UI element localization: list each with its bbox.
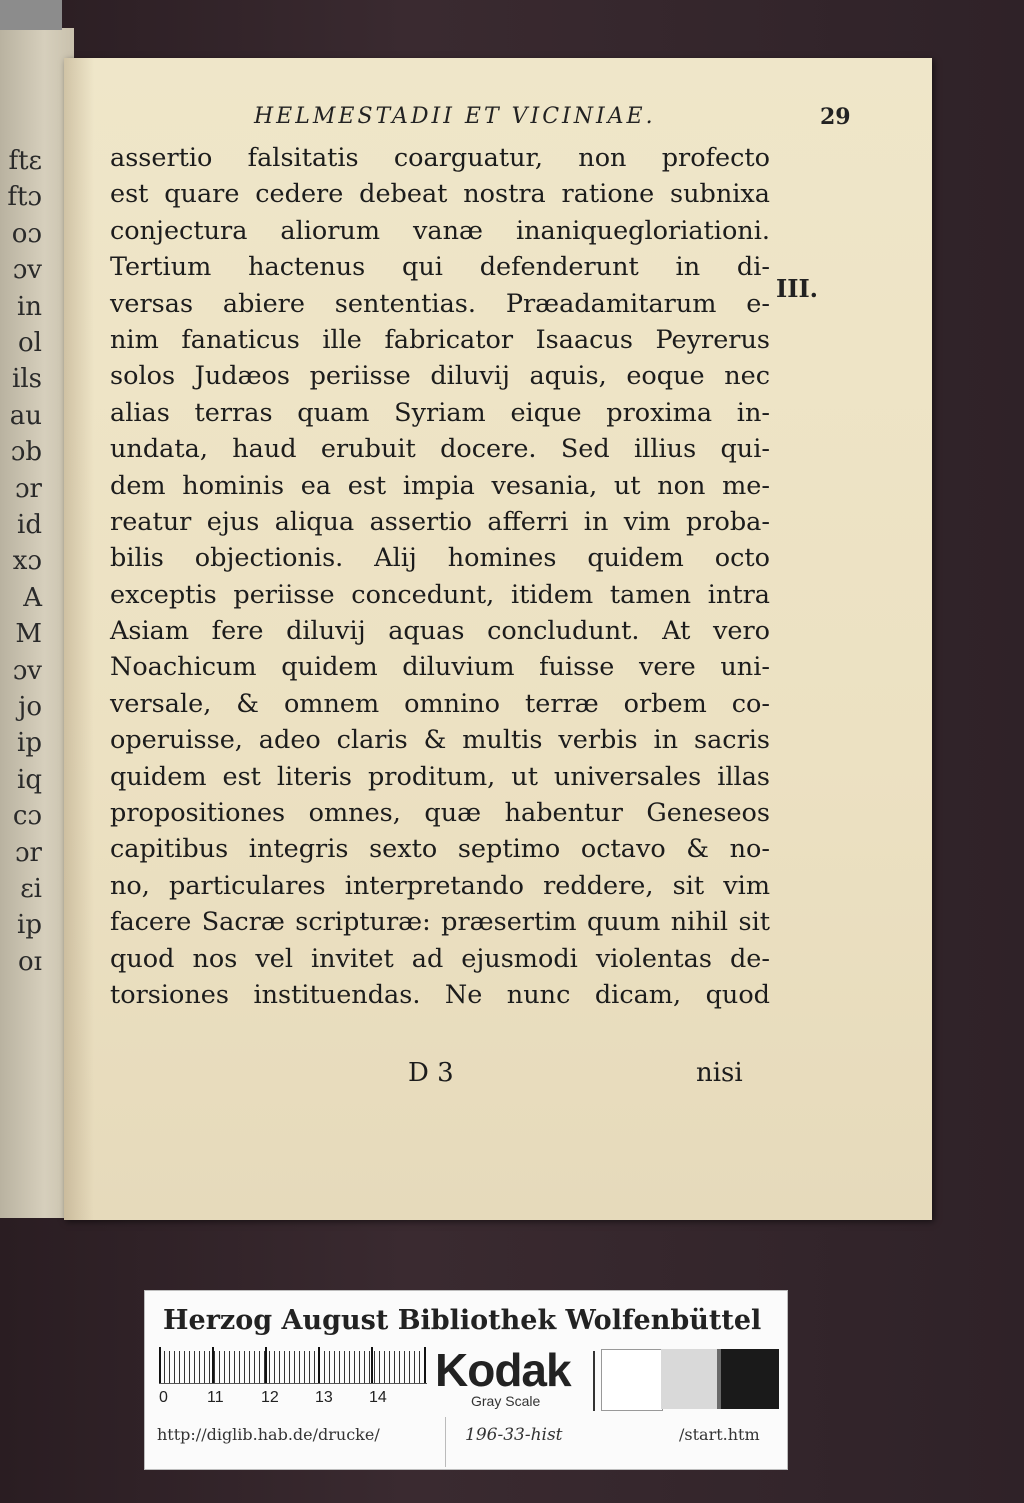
ruler-tick-label: 11	[207, 1389, 224, 1406]
text-line: solos Judæos periisse diluvij aquis, eoque nec	[110, 361, 770, 392]
facing-page-fragment: jo	[18, 692, 42, 722]
ruler-baseline	[159, 1383, 427, 1384]
text-line: Tertium hactenus qui defenderunt in di-	[110, 252, 770, 283]
facing-page-fragment: ɛi	[20, 874, 42, 904]
binding-strip	[0, 0, 62, 30]
facing-page-fragment: ɔr	[15, 473, 42, 504]
page-number: 29	[820, 104, 851, 130]
start-path: /start.htm	[679, 1425, 760, 1444]
body-text	[110, 140, 770, 1013]
facing-page-fragment: ɔr	[15, 837, 42, 868]
text-line: quidem est literis proditum, ut universales illas	[110, 761, 770, 792]
text-line: est quare cedere debeat nostra ratione subnixa	[110, 179, 770, 210]
text-line: no, particulares interpretando reddere, sit vim	[110, 870, 770, 901]
facing-page-fragment: ip	[17, 728, 42, 759]
label-divider	[445, 1417, 446, 1467]
ruler-tick-label: 12	[261, 1389, 279, 1406]
facing-page-edge	[0, 28, 74, 1218]
text-line: reatur ejus aliqua assertio afferri in vim proba-	[110, 506, 770, 537]
ruler-tick-label: 0	[159, 1389, 168, 1406]
shelfmark: 196-33-hist	[465, 1425, 563, 1445]
facing-page-fragment: ɔv	[12, 255, 42, 286]
facing-page-fragment: ils	[12, 364, 42, 395]
text-line: Noachicum quidem diluvium fuisse vere uni-	[110, 652, 770, 683]
text-line: propositiones omnes, quæ habentur Geneseos	[110, 798, 770, 829]
facing-page-fragment: cɔ	[12, 801, 42, 832]
running-head: HELMESTADII ET VICINIAE.	[254, 104, 656, 129]
ruler-major-ticks	[159, 1347, 427, 1383]
facing-page-fragment: id	[17, 510, 42, 540]
facing-page-fragment: in	[16, 291, 42, 322]
catchword: nisi	[696, 1058, 743, 1088]
logo-divider	[593, 1351, 595, 1411]
facing-page-fragment: ftε	[8, 146, 42, 176]
text-line: facere Sacræ scripturæ: præsertim quum nihil sit	[110, 907, 770, 938]
gray-scale-caption: Gray Scale	[471, 1393, 541, 1409]
facing-page-fragment: oɪ	[18, 946, 42, 977]
section-marker: III.	[776, 274, 819, 303]
page-gutter	[64, 58, 94, 1220]
text-line: assertio falsitatis coarguatur, non profecto	[110, 143, 770, 173]
text-line: torsiones instituendas. Ne nunc dicam, quod	[110, 979, 770, 1010]
text-line: bilis objectionis. Alij homines quidem octo	[110, 543, 770, 574]
text-line: alias terras quam Syriam eique proxima in-	[110, 397, 770, 428]
text-line: undata, haud erubuit docere. Sed illius qui-	[110, 434, 770, 465]
archive-label-card	[144, 1290, 788, 1470]
text-line: operuisse, adeo claris & multis verbis in sacris	[110, 725, 770, 756]
facing-page-fragment: A	[23, 582, 42, 613]
facing-page-fragment: iq	[17, 764, 42, 795]
text-line: versas abiere sententias. Præadamitarum e-	[110, 288, 770, 319]
signature-mark: D 3	[408, 1058, 454, 1088]
facing-page-fragment: ɔb	[10, 437, 42, 468]
gray-swatch	[601, 1349, 663, 1411]
facing-page-fragment: oɔ	[11, 218, 42, 249]
kodak-logo: Kodak	[435, 1344, 571, 1396]
text-line: conjectura aliorum vanæ inaniquegloriationi.	[110, 215, 770, 246]
text-line: versale, & omnem omnino terræ orbem co-	[110, 688, 770, 719]
text-line: capitibus integris sexto septimo octavo & no-	[110, 834, 770, 865]
facing-page-fragment: ftɔ	[7, 182, 42, 213]
library-url: http://diglib.hab.de/drucke/	[157, 1425, 380, 1444]
text-line: dem hominis ea est impia vesania, ut non me-	[110, 470, 770, 501]
ruler-tick-label: 14	[369, 1389, 387, 1406]
facing-page-fragment: au	[9, 400, 42, 431]
facing-page-fragment: ɔv	[12, 655, 42, 686]
book-page	[64, 58, 932, 1220]
library-name: Herzog August Bibliothek Wolfenbüttel	[163, 1305, 762, 1336]
ruler-tick-label: 13	[315, 1389, 333, 1406]
facing-page-fragment: xɔ	[12, 546, 42, 577]
facing-page-fragment: ip	[17, 910, 42, 941]
gray-swatch	[721, 1349, 779, 1409]
text-line: exceptis periisse concedunt, itidem tamen intra	[110, 579, 770, 610]
facing-page-fragment: ol	[18, 328, 42, 358]
facing-page-fragment: M	[15, 619, 42, 650]
text-line: Asiam fere diluvij aquas concludunt. At vero	[110, 616, 770, 647]
text-line: nim fanaticus ille fabricator Isaacus Peyrerus	[110, 324, 770, 355]
text-line: quod nos vel invitet ad ejusmodi violentas de-	[110, 943, 770, 974]
gray-swatch	[661, 1349, 717, 1409]
